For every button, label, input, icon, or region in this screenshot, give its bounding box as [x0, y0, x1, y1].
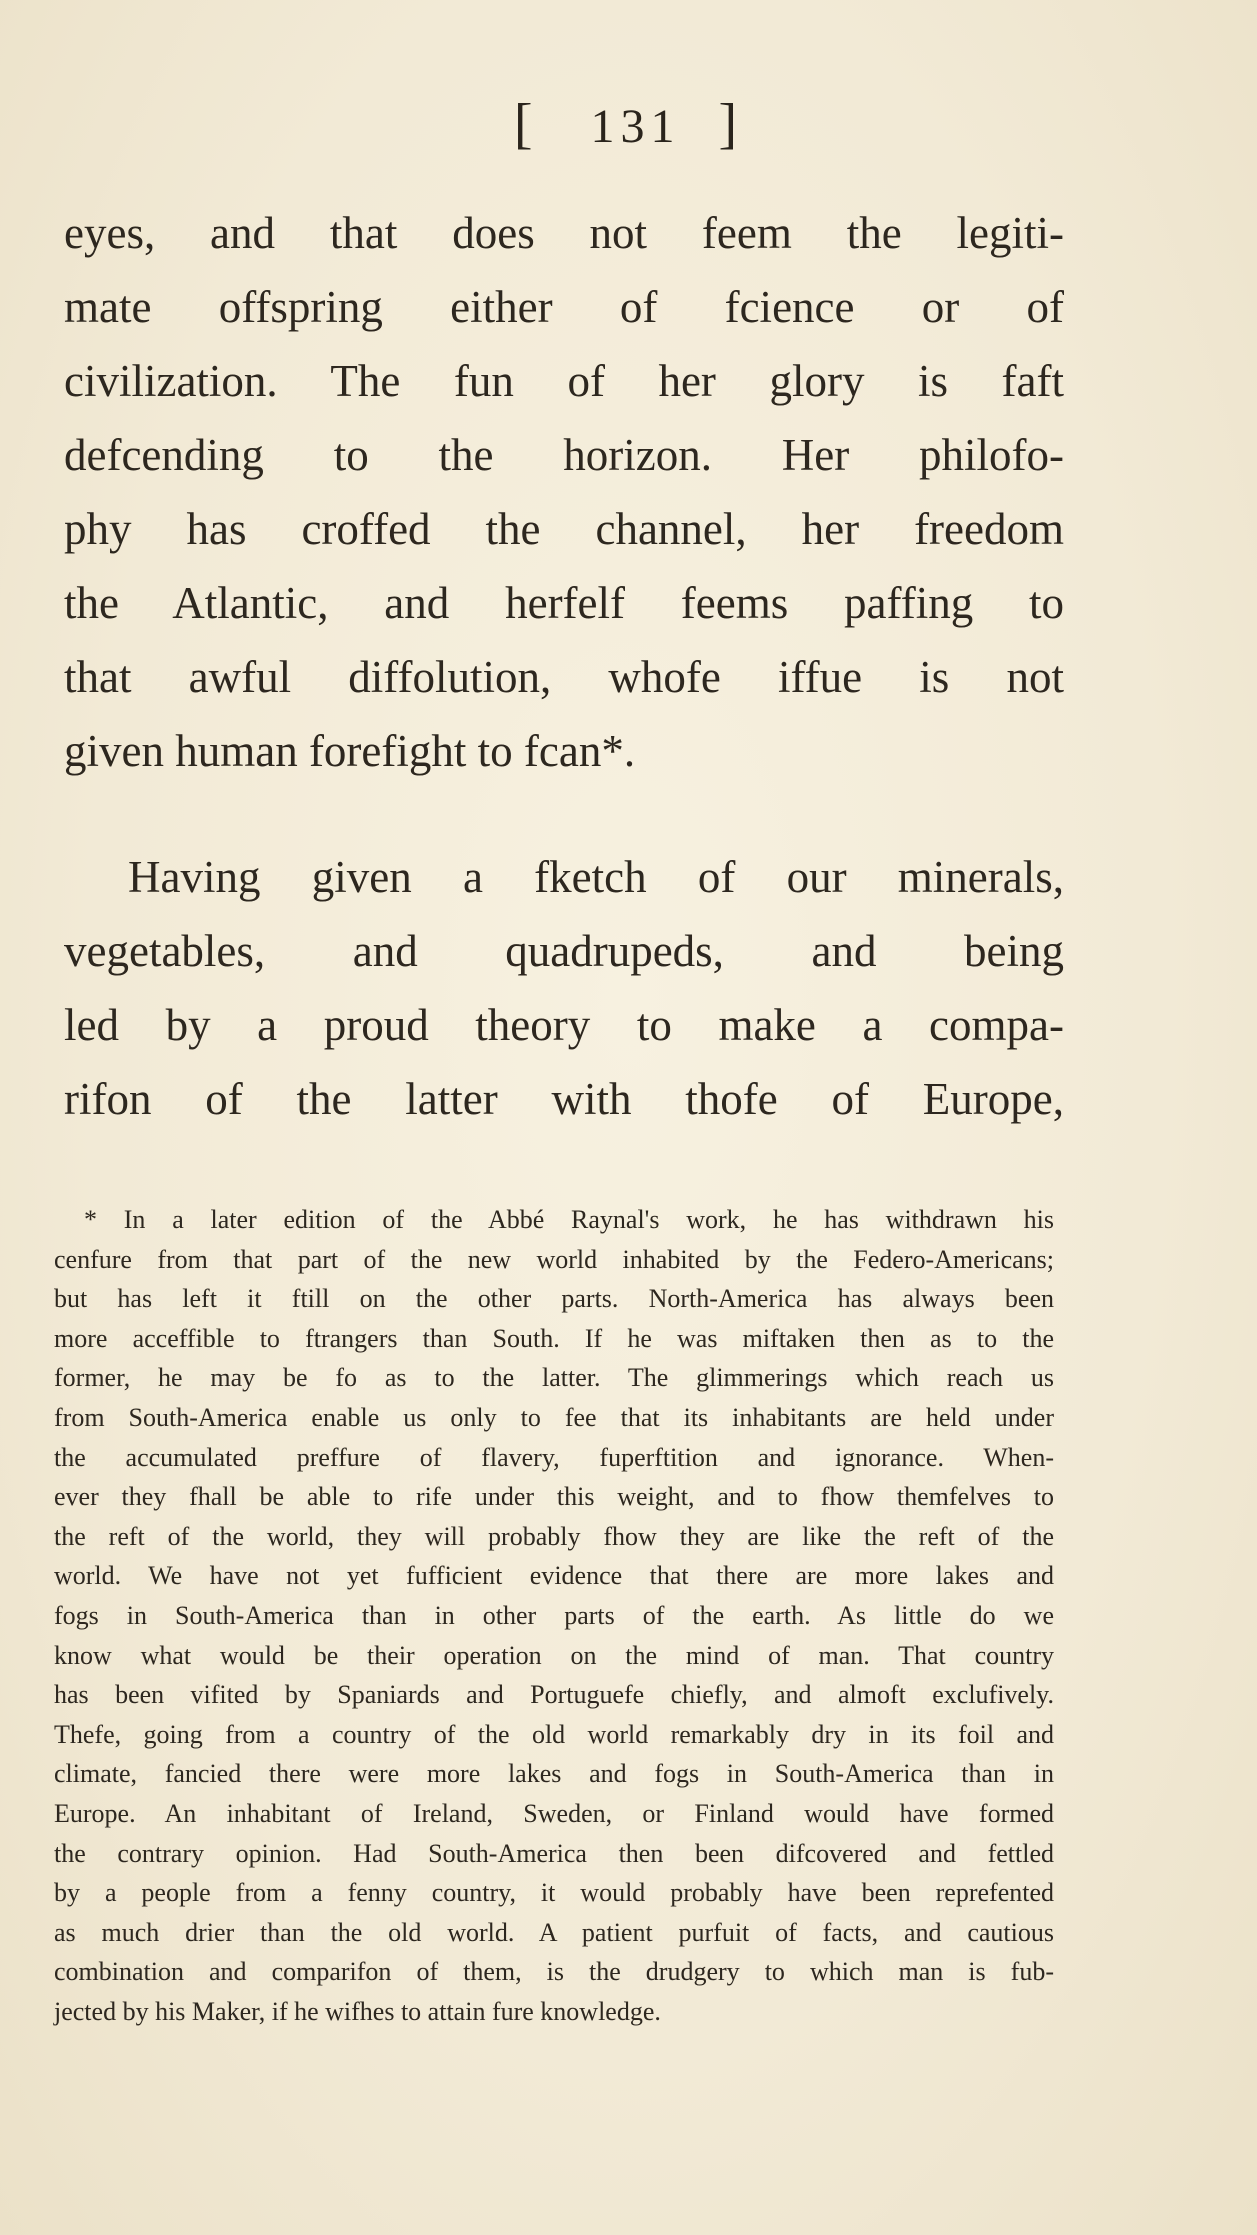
- footnote-line: jected by his Maker, if he wifhes to attain fure knowledge.: [54, 1996, 661, 2026]
- paragraph-line: rifon of the latter with thofe of Europe,: [64, 1074, 1064, 1124]
- footnote-line: Thefe, going from a country of the old world remarkably dry in its foil and: [54, 1719, 1054, 1749]
- footnote-line: know what would be their operation on the mind of man. That country: [54, 1640, 1054, 1670]
- page-number: 131: [590, 100, 681, 153]
- footnote-line: but has left it ftill on the other parts. North-America has always been: [54, 1284, 1054, 1314]
- paragraph-line: civilization. The fun of her glory is faft: [64, 356, 1064, 406]
- footnote-line: as much drier than the old world. A patient purfuit of facts, and cautious: [54, 1917, 1054, 1947]
- footnote-line: world. We have not yet fufficient evidence that there are more lakes and: [54, 1561, 1054, 1591]
- paragraph-line: that awful diffolution, whofe iffue is not: [64, 652, 1064, 702]
- right-bracket: ]: [718, 93, 744, 155]
- footnote-line: more acceffible to ftrangers than South. If he was miftaken then as to the: [54, 1323, 1054, 1353]
- paragraph-line: Having given a fketch of our minerals,: [128, 852, 1064, 902]
- footnote: [54, 1200, 1054, 2031]
- paragraph-line: phy has croffed the channel, her freedom: [64, 504, 1064, 554]
- footnote-line: the accumulated preffure of flavery, fuperftition and ignorance. When-: [54, 1442, 1054, 1472]
- footnote-line: Europe. An inhabitant of Ireland, Sweden, or Finland would have formed: [54, 1798, 1054, 1828]
- paragraph-line: the Atlantic, and herfelf feems paffing to: [64, 578, 1064, 628]
- paragraph-line: defcending to the horizon. Her philofo-: [64, 430, 1064, 480]
- footnote-line: fogs in South-America than in other parts of the earth. As little do we: [54, 1600, 1054, 1630]
- paragraph-1: [64, 196, 1064, 788]
- footnote-line: cenfure from that part of the new world inhabited by the Federo-Americans;: [54, 1244, 1054, 1274]
- paragraph-line: vegetables, and quadrupeds, and being: [64, 926, 1064, 976]
- footnote-line: former, he may be fo as to the latter. The glimmerings which reach us: [54, 1363, 1054, 1393]
- footnote-line: has been vifited by Spaniards and Portuguefe chiefly, and almoft exclufively.: [54, 1680, 1054, 1710]
- footnote-line: * In a later edition of the Abbé Raynal's work, he has withdrawn his: [84, 1205, 1054, 1234]
- paragraph-line: mate offspring either of fcience or of: [64, 282, 1064, 332]
- footnote-line: from South-America enable us only to fee that its inhabitants are held under: [54, 1402, 1054, 1432]
- footnote-line: the reft of the world, they will probably fhow they are like the reft of the: [54, 1521, 1054, 1551]
- footnote-line: the contrary opinion. Had South-America then been difcovered and fettled: [54, 1838, 1054, 1868]
- paragraph-line: given human forefight to fcan*.: [64, 726, 636, 776]
- paragraph-line: eyes, and that does not feem the legiti-: [64, 208, 1064, 258]
- footnote-line: climate, fancied there were more lakes and fogs in South-America than in: [54, 1759, 1054, 1789]
- footnote-line: ever they fhall be able to rife under this weight, and to fhow themfelves to: [54, 1482, 1054, 1512]
- footnote-line: combination and comparifon of them, is the drudgery to which man is fub-: [54, 1957, 1054, 1987]
- footnote-line: by a people from a fenny country, it would probably have been reprefented: [54, 1878, 1054, 1908]
- left-bracket: [: [513, 93, 539, 155]
- page-header: [0, 92, 1257, 156]
- paragraph-2: [64, 840, 1064, 1136]
- paragraph-line: led by a proud theory to make a compa-: [64, 1000, 1064, 1050]
